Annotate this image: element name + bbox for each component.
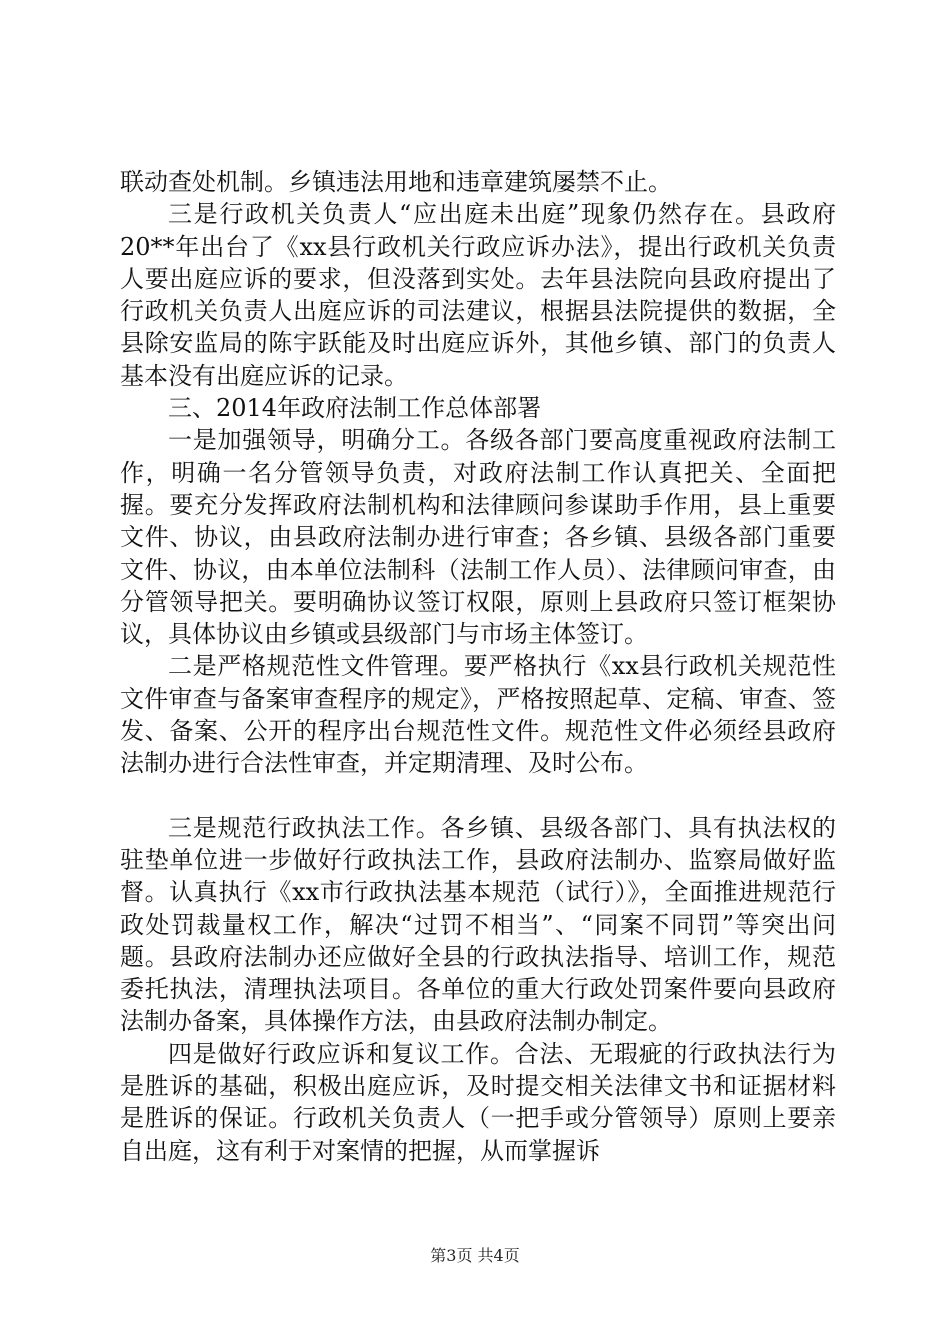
paragraph-point-three-enforcement: 三是规范行政执法工作。各乡镇、县级各部门、具有执法权的驻垫单位进一步做好行政执法工作，县政府法制办、监察局做好监督。认真执行《xx市行政执法基本规范（试行）》，全面推进规范行政处罚裁量权工作，解决“过罚不相当”、“同案不同罚”等突出问题。县政府法制办还应做好全县的行政执法指导、培训工作，规范委托执法，清理执法项目。各单位的重大行政处罚案件要向县政府法制办备案，具体操作方法，由县政府法制办制定。 xyxy=(120,813,836,1036)
paragraph-gap xyxy=(120,780,836,812)
paragraph-continuation: 联动查处机制。乡镇违法用地和违章建筑屡禁不止。 xyxy=(120,168,672,196)
paragraph-point-two-normative-docs: 二是严格规范性文件管理。要严格执行《xx县行政机关规范性文件审查与备案审查程序的规定》，严格按照起草、定稿、审查、签发、备案、公开的程序出台规范性文件。规范性文件必须经县政府法制办进行合法性审查，并定期清理、及时公布。 xyxy=(120,652,836,778)
paragraph-point-one-leadership: 一是加强领导，明确分工。各级各部门要高度重视政府法制工作，明确一名分管领导负责，对政府法制工作认真把关、全面把握。要充分发挥政府法制机构和法律顾问参谋助手作用，县上重要文件、协议，由县政府法制办进行审查；各乡镇、县级各部门重要文件、协议，由本单位法制科（法制工作人员）、法律顾问审查，由分管领导把关。要明确协议签订权限，原则上县政府只签订框架协议，具体协议由乡镇或县级部门与市场主体签订。 xyxy=(120,426,836,649)
paragraph-point-three-court: 三是行政机关负责人“应出庭未出庭”现象仍然存在。县政府20**年出台了《xx县行政机关行政应诉办法》，提出行政机关负责人要出庭应诉的要求，但没落到实处。去年县法院向县政府提出了行政机关负责人出庭应诉的司法建议，根据县法院提供的数据，全县除安监局的陈宇跃能及时出庭应诉外，其他乡镇、部门的负责人基本没有出庭应诉的记录。 xyxy=(120,200,836,390)
document-body xyxy=(120,166,836,1167)
section-heading-2014-deployment: 三、2014年政府法制工作总体部署 xyxy=(168,394,542,423)
paragraph-point-four-litigation: 四是做好行政应诉和复议工作。合法、无瑕疵的行政执法行为是胜诉的基础，积极出庭应诉，及时提交相关法律文书和证据材料是胜诉的保证。行政机关负责人（一把手或分管领导）原则上要亲自出庭，这有利于对案情的把握，从而掌握诉 xyxy=(120,1039,836,1165)
page-number-footer: 第3页 共4页 xyxy=(430,1246,520,1265)
